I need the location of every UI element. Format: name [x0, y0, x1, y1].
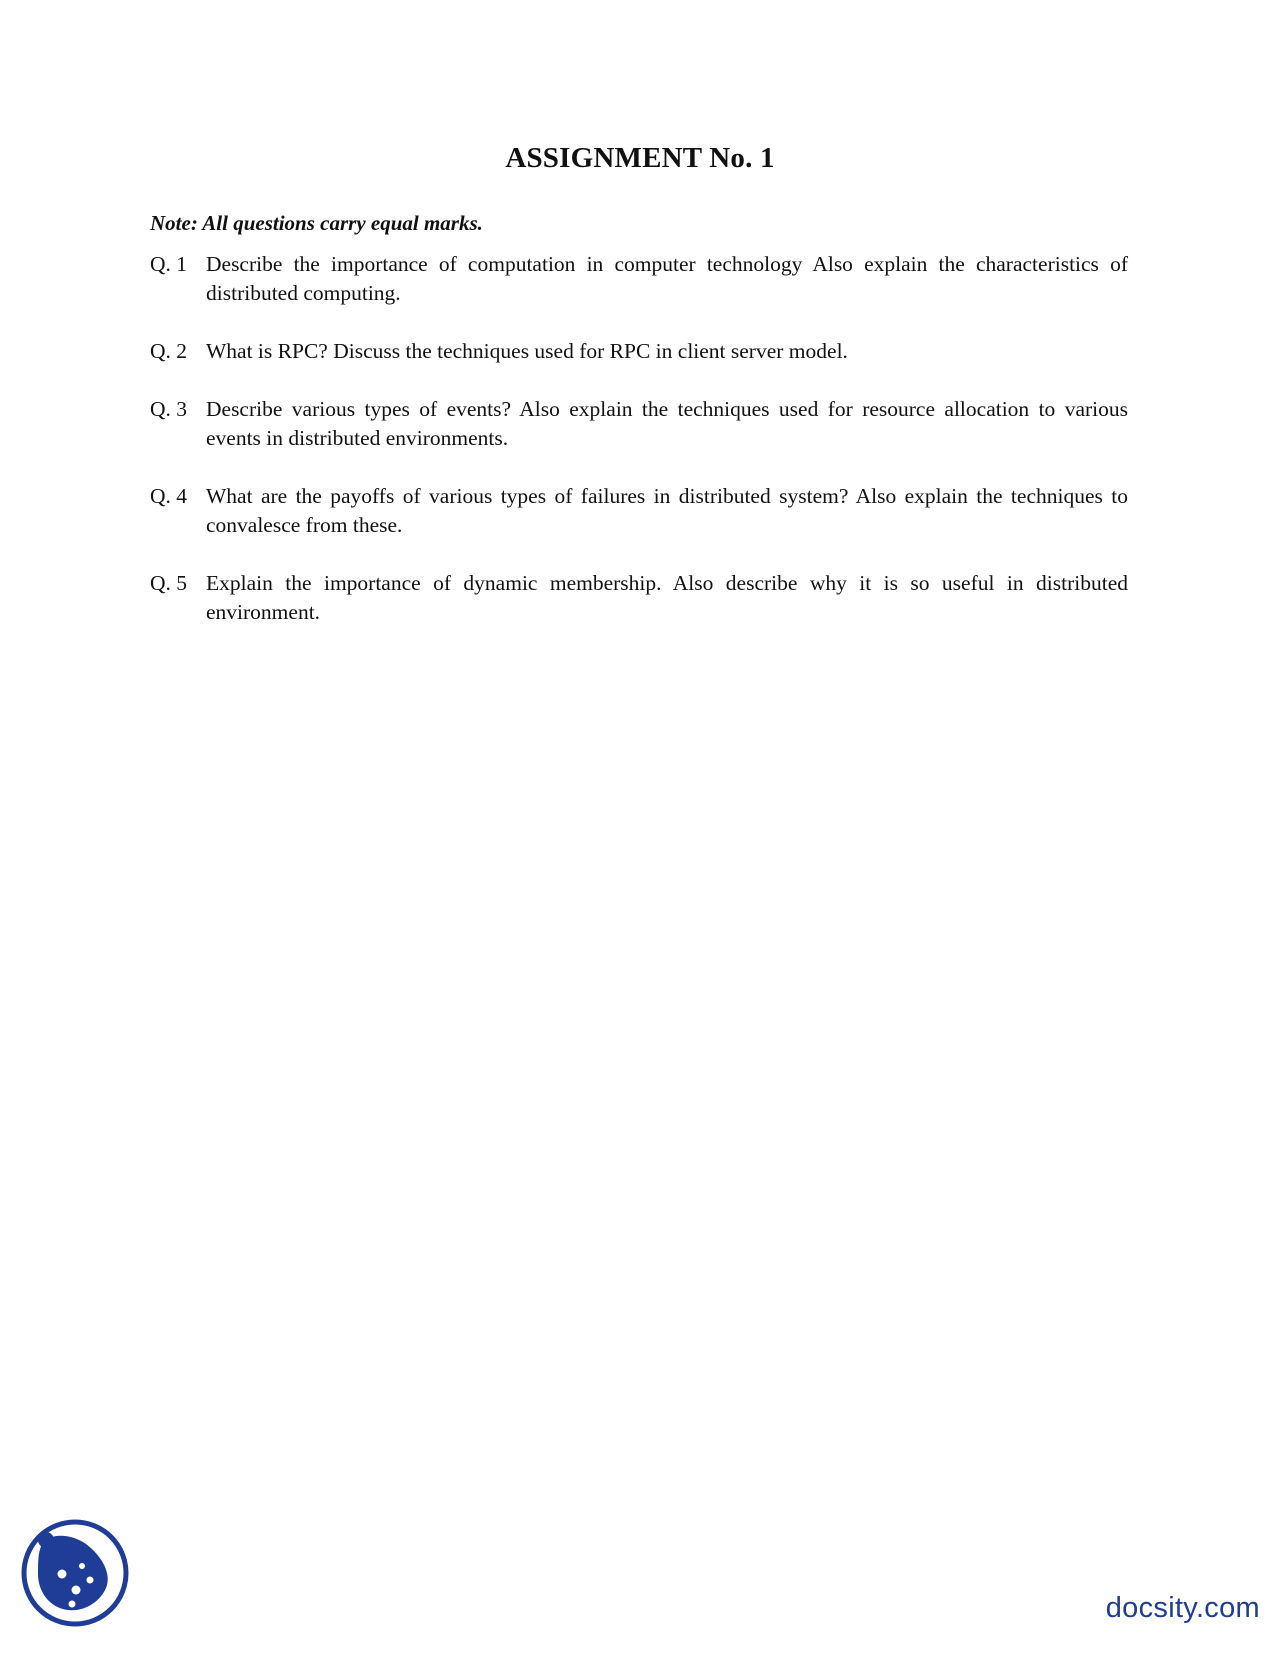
question-text: Describe various types of events? Also explain the techniques used for resource allocation to various events in distributed environments. — [206, 397, 1128, 450]
question-text: What are the payoffs of various types of failures in distributed system? Also explain the techniques to convalesce from these. — [206, 484, 1128, 537]
question-item — [150, 482, 1128, 540]
question-item — [150, 337, 1128, 366]
question-text: Describe the importance of computation in computer technology Also explain the characteristics of distributed computing. — [206, 252, 1128, 305]
question-number: Q. 5 — [150, 571, 188, 595]
question-text: What is RPC? Discuss the techniques used for RPC in client server model. — [206, 339, 848, 363]
question-item — [150, 250, 1128, 308]
question-number: Q. 1 — [150, 252, 188, 276]
question-list — [150, 250, 1128, 656]
docsity-brand-link[interactable]: docsity.com — [1105, 1592, 1260, 1624]
page-title: ASSIGNMENT No. 1 — [505, 142, 775, 174]
question-item — [150, 395, 1128, 453]
question-text: Explain the importance of dynamic membership. Also describe why it is so useful in distributed environment. — [206, 571, 1128, 624]
docsity-logo-icon[interactable] — [20, 1518, 130, 1628]
question-number: Q. 3 — [150, 397, 188, 421]
question-item — [150, 569, 1128, 627]
question-number: Q. 2 — [150, 339, 188, 363]
note-text: Note: All questions carry equal marks. — [150, 211, 483, 235]
question-number: Q. 4 — [150, 484, 188, 508]
